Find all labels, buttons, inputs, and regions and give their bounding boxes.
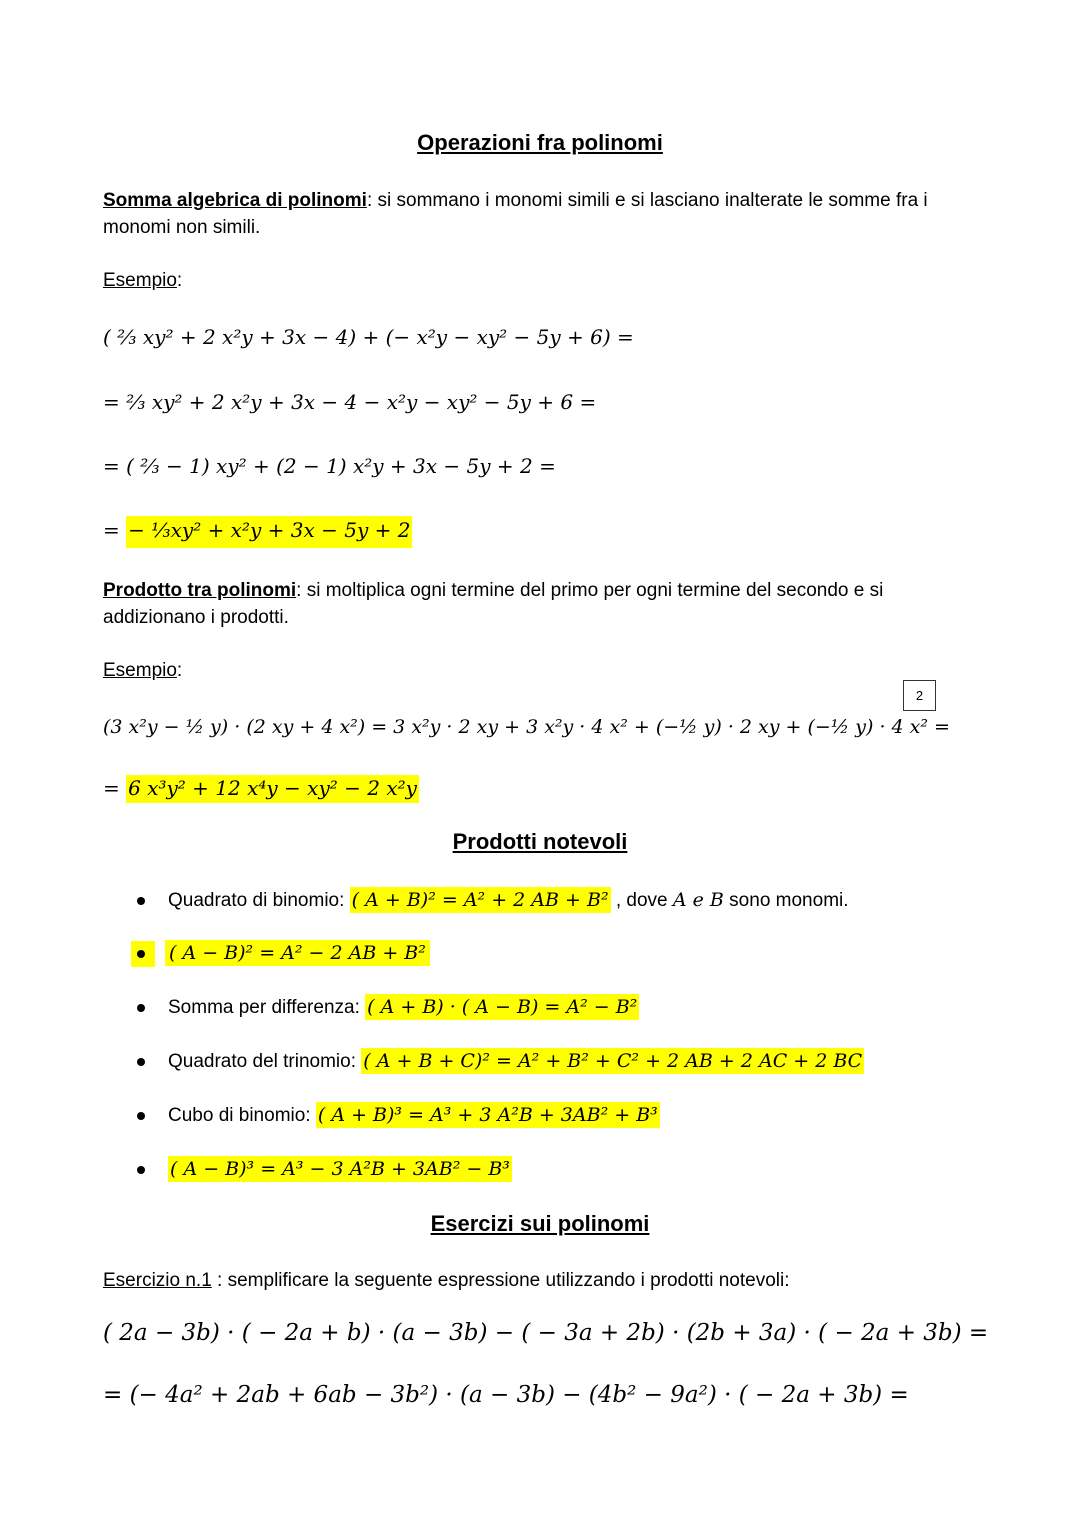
esempio1-result-line	[103, 518, 412, 542]
esercizi-title: Esercizi sui polinomi	[430, 1211, 650, 1236]
bullet-icon	[137, 1058, 145, 1066]
item-cubo-binomio: Cubo di binomio: ( A + B)³ = A³ + 3 A²B + 3AB² + B³	[168, 1104, 658, 1126]
esempio2-result-line	[103, 776, 419, 800]
formula-quadrato-trinomio: ( A + B + C)² = A² + B² + C² + 2 AB + 2 AC + 2 BC	[363, 1050, 863, 1072]
formula-quadrato-differenza: ( A − B)² = A² − 2 AB + B²	[165, 940, 430, 966]
esercizio-term: Esercizio n.1	[103, 1270, 212, 1291]
esempio2-result-prefix: =	[103, 776, 120, 800]
esercizio-1-heading	[103, 1267, 790, 1294]
esempio2-label: Esempio:	[103, 660, 183, 681]
prodotto-term: Prodotto tra polinomi	[103, 580, 297, 601]
esempio1-result: − ¹⁄₃xy² + x²y + 3x − 5y + 2	[126, 516, 412, 548]
esempio1-line-1: ( ²⁄₃ xy² + 2 x²y + 3x − 4) + (− x²y − xy² − 5y + 6) =	[103, 325, 634, 349]
formula-cubo-binomio: ( A + B)³ = A³ + 3 A²B + 3AB² + B³	[317, 1104, 658, 1126]
esempio1-line-2: = ²⁄₃ xy² + 2 x²y + 3x − 4 − x²y − xy² − 5y + 6 =	[103, 390, 597, 414]
item-quadrato-differenza	[165, 940, 430, 967]
esercizio-line-1: ( 2a − 3b) · ( − 2a + b) · (a − 3b) − ( − 3a + 2b) · (2b + 3a) · ( − 2a + 3b) =	[103, 1320, 989, 1346]
esercizio-line-2: = (− 4a² + 2ab + 6ab − 3b²) · (a − 3b) − (4b² − 9a²) · ( − 2a + 3b) =	[103, 1382, 909, 1408]
bullet-icon	[137, 1112, 145, 1120]
somma-def-line2: monomi non simili.	[103, 217, 261, 238]
esempio1-label: Esempio:	[103, 270, 183, 291]
item-quadrato-trinomio: Quadrato del trinomio: ( A + B + C)² = A² + B² + C² + 2 AB + 2 AC + 2 BC	[168, 1050, 863, 1072]
prodotto-def-line2: addizionano i prodotti.	[103, 607, 289, 628]
somma-definition	[103, 187, 928, 214]
prodotti-notevoli-title: Prodotti notevoli	[452, 829, 628, 854]
esempio2-line: (3 x²y − ½ y) · (2 xy + 4 x²) = 3 x²y · 2 xy + 3 x²y · 4 x² + (−½ y) · 2 xy + (−½ y) · 4 x² =	[103, 716, 950, 738]
esercizio-desc: : semplificare la seguente espressione utilizzando i prodotti notevoli:	[211, 1270, 790, 1291]
formula-quadrato-binomio: ( A + B)² = A² + 2 AB + B²	[351, 889, 609, 911]
somma-def-line1: : si sommano i monomi simili e si lasciano inalterate le somme fra i	[366, 190, 928, 211]
bullet-icon	[137, 1004, 145, 1012]
boxed-number: 2	[903, 680, 936, 711]
page-title: Operazioni fra polinomi	[417, 130, 663, 155]
esempio1-line-3: = ( ²⁄₃ − 1) xy² + (2 − 1) x²y + 3x − 5y + 2 =	[103, 454, 556, 478]
prodotto-definition	[103, 577, 883, 604]
bullet-icon	[137, 1166, 145, 1174]
item-cubo-differenza	[168, 1156, 512, 1183]
formula-cubo-differenza: ( A − B)³ = A³ − 3 A²B + 3AB² − B³	[170, 1158, 510, 1180]
item-somma-differenza: Somma per differenza: ( A + B) · ( A − B) = A² − B²	[168, 996, 638, 1018]
esempio2-result: 6 x³y² + 12 x⁴y − xy² − 2 x²y	[126, 775, 419, 803]
somma-term: Somma algebrica di polinomi	[103, 190, 367, 211]
esempio1-result-prefix: =	[103, 518, 120, 542]
bullet-icon	[137, 897, 145, 905]
item-quadrato-binomio: Quadrato di binomio: ( A + B)² = A² + 2 AB + B² , dove A e B sono monomi.	[168, 889, 849, 911]
formula-somma-differenza: ( A + B) · ( A − B) = A² − B²	[367, 996, 638, 1018]
bullet-icon	[137, 950, 145, 958]
prodotto-def-line1: : si moltiplica ogni termine del primo per ogni termine del secondo e si	[296, 580, 884, 601]
